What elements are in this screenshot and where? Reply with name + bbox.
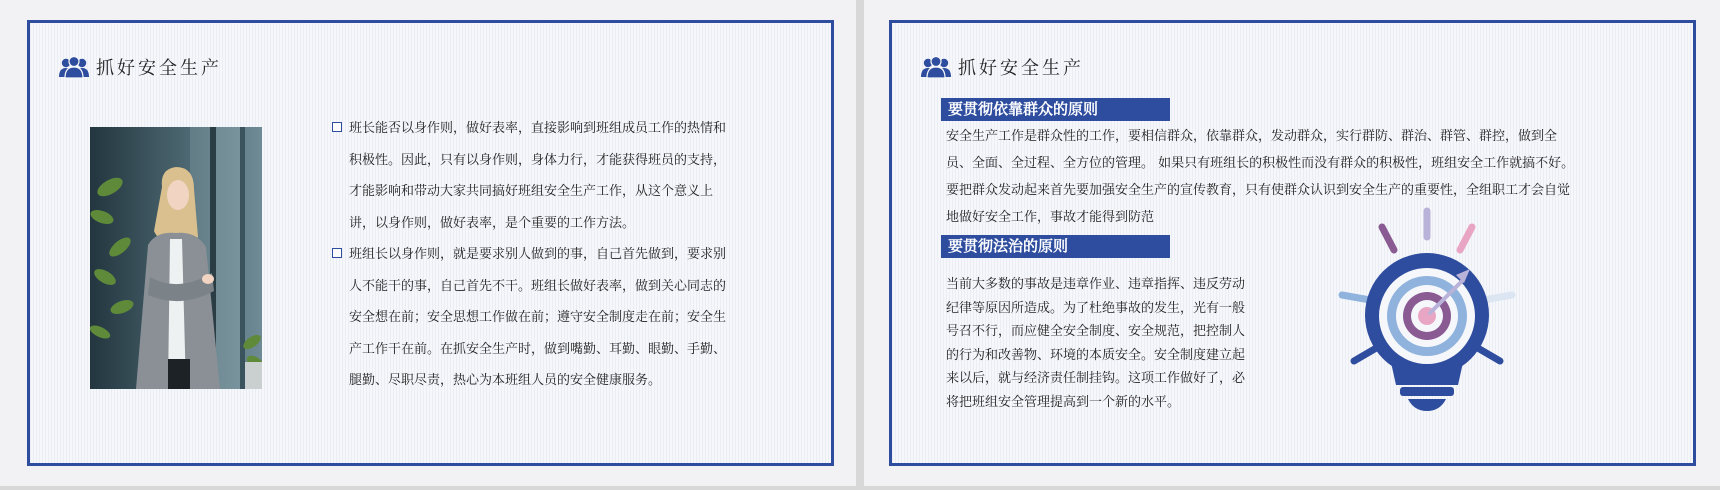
section-title: 要贯彻依靠群众的原则 [941, 98, 1170, 121]
bullet-text: 班长能否以身作则，做好表率，直接影响到班组成员工作的热情和积极性。因此，只有以身作则，身体力行，才能获得班员的支持，才能影响和带动大家共同搞好班组安全生产工作，从这个意义上讲，以身作则，做好表率，是个重要的工作方法。 [349, 121, 727, 231]
slide-frame [27, 20, 834, 466]
list-item [332, 113, 732, 239]
page-title: 抓好安全生产 [96, 58, 222, 79]
bullet-list [332, 113, 732, 397]
slide-frame [889, 20, 1696, 466]
people-icon [920, 55, 952, 79]
lightbulb-target-icon [1312, 203, 1542, 427]
square-bullet-icon [332, 122, 342, 132]
section-body: 当前大多数的事故是违章作业、违章指挥、违反劳动纪律等原因所造成。为了杜绝事故的发生，光有一般号召不行，而应健全安全制度、安全规范，把控制人的行为和改善物、环境的本质安全。安全制度建立起来以后，就与经济责任制挂钩。这项工作做好了，必将把班组安全管理提高到一个新的水平。 [946, 277, 1246, 410]
slide-heading [58, 54, 222, 80]
list-item [332, 239, 732, 397]
slide-right [864, 0, 1720, 486]
woman-photo [90, 127, 262, 389]
slide-left [0, 0, 856, 486]
bullet-text: 班组长以身作则，就是要求别人做到的事，自己首先做到，要求别人不能干的事，自己首先不干。班组长做好表率，做到关心同志的安全想在前；安全思想工作做在前；遵守安全制度走在前；安全生产工作干在前。在抓安全生产时，做到嘴勤、耳勤、眼勤、手勤、腿勤、尽职尽责，热心为本班组人员的安全健康服务。 [349, 247, 727, 388]
slide-heading [920, 54, 1084, 80]
square-bullet-icon [332, 248, 342, 258]
page-title: 抓好安全生产 [958, 58, 1084, 79]
people-icon [58, 55, 90, 79]
section-body: 安全生产工作是群众性的工作，要相信群众，依靠群众，发动群众，实行群防、群治、群管、群控，做到全员、全面、全过程、全方位的管理。 如果只有班组长的积极性而没有群众的积极性，班组安全工作就搞不好。要把群众发动起来首先要加强安全生产的宣传教育，只有使群众认识到安全生产的重要性，全组职工才会自觉地做好安全工作，事故才能得到防范 [946, 129, 1575, 225]
section-title: 要贯彻法治的原则 [941, 235, 1170, 258]
